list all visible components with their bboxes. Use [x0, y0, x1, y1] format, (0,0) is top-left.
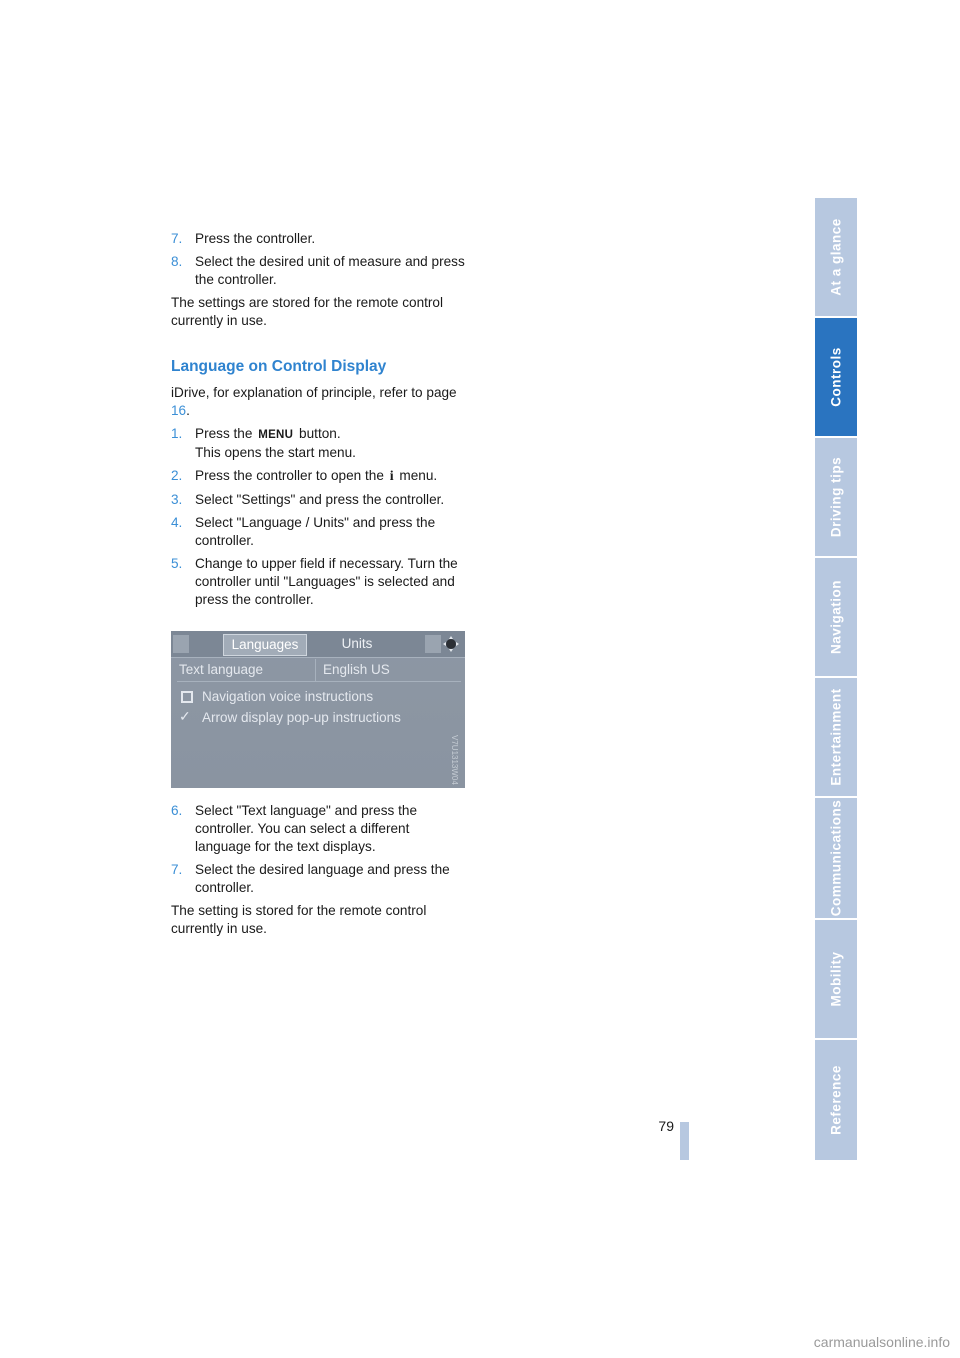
step-text: Select "Language / Units" and press the controller. [195, 515, 436, 548]
option-navigation-voice[interactable] [177, 687, 461, 707]
step-text: Select "Text language" and press the controller. You can select a different language for the text displays. [195, 803, 418, 854]
sidebar-tab-label: Entertainment [828, 688, 844, 786]
section-heading: Language on Control Display [171, 358, 387, 375]
step-number: 7. [171, 231, 183, 246]
intro-text: iDrive, for explanation of principle, refer to page [171, 385, 457, 400]
step-4 [171, 514, 467, 550]
step-text: menu. [399, 468, 438, 483]
intro-paragraph [171, 384, 467, 420]
step-text: Press the controller to open the [195, 468, 384, 483]
step-text-line2: This opens the start menu. [195, 445, 356, 460]
step-text: Select the desired language and press the controller. [195, 862, 450, 895]
controller-icon [443, 636, 459, 652]
step-number: 1. [171, 426, 183, 441]
option-label: Arrow display pop-up instructions [202, 710, 401, 725]
sidebar-tab-at-a-glance[interactable] [815, 198, 857, 318]
sidebar-tab-label: At a glance [828, 218, 844, 296]
step-8 [171, 253, 467, 289]
step-text: Select "Settings" and press the controller. [195, 492, 445, 507]
menu-button-icon: MENU [258, 429, 294, 441]
setting-note: The setting is stored for the remote control currently in use. [171, 903, 427, 936]
sidebar-tab-controls[interactable] [815, 318, 857, 438]
step-number: 5. [171, 556, 183, 571]
control-display-screenshot [171, 631, 465, 788]
page-number-bar [680, 1122, 689, 1160]
tab-units[interactable]: Units [341, 636, 373, 651]
step-text: Select the desired unit of measure and press the controller. [195, 254, 465, 287]
step-number: 6. [171, 803, 183, 818]
step-7a [171, 230, 467, 248]
sidebar-tab-mobility[interactable] [815, 920, 857, 1040]
text-language-label: Text language [179, 662, 264, 677]
row-divider [315, 659, 316, 681]
sidebar-tab-navigation[interactable] [815, 558, 857, 678]
text-language-value: English US [323, 662, 390, 677]
sidebar-tab-entertainment[interactable] [815, 678, 857, 798]
step-text: Press the [195, 426, 253, 441]
sidebar-tab-label: Mobility [828, 951, 844, 1007]
step-5 [171, 555, 467, 609]
sidebar-tab-label: Communications [828, 799, 844, 917]
page-number: 79 [658, 1118, 674, 1134]
page-link[interactable]: 16 [171, 403, 187, 418]
step-text: button. [299, 426, 341, 441]
sidebar-tab-label: Reference [828, 1065, 844, 1135]
site-watermark: carmanualsonline.info [813, 1334, 950, 1350]
step-text: Change to upper field if necessary. Turn the controller until "Languages" is selected and press the controller. [195, 556, 458, 607]
sidebar-tab-label: Navigation [828, 579, 844, 655]
step-6 [171, 802, 467, 856]
intro-end: . [186, 403, 190, 418]
sidebar-tab-reference[interactable] [815, 1040, 857, 1162]
right-scroll-icon [425, 635, 441, 653]
settings-note: The settings are stored for the remote control currently in use. [171, 295, 444, 328]
step-text: Press the controller. [195, 231, 316, 246]
step-number: 4. [171, 515, 183, 530]
option-label: Navigation voice instructions [202, 689, 374, 704]
step-number: 7. [171, 862, 183, 877]
step-number: 2. [171, 468, 183, 483]
step-number: 8. [171, 254, 183, 269]
step-3 [171, 491, 467, 509]
text-language-row[interactable] [177, 659, 461, 682]
step-number: 3. [171, 492, 183, 507]
unchecked-box-icon [181, 691, 193, 703]
step-7b [171, 861, 467, 897]
image-code: V7U1313W04 [450, 735, 459, 785]
checked-box-icon: ✓ [179, 708, 191, 724]
sidebar-tab-driving-tips[interactable] [815, 438, 857, 558]
sidebar-tab-communications[interactable] [815, 798, 857, 920]
step-2 [171, 467, 467, 486]
step-1 [171, 425, 467, 462]
sidebar-tab-label: Driving tips [828, 456, 844, 538]
tab-languages[interactable]: Languages [223, 634, 307, 656]
left-scroll-icon [173, 635, 189, 653]
display-tab-bar [171, 631, 465, 658]
main-column [171, 230, 467, 943]
option-arrow-display[interactable] [177, 708, 461, 728]
sidebar-tab-label: Controls [828, 347, 844, 407]
info-menu-icon: i [389, 469, 394, 484]
